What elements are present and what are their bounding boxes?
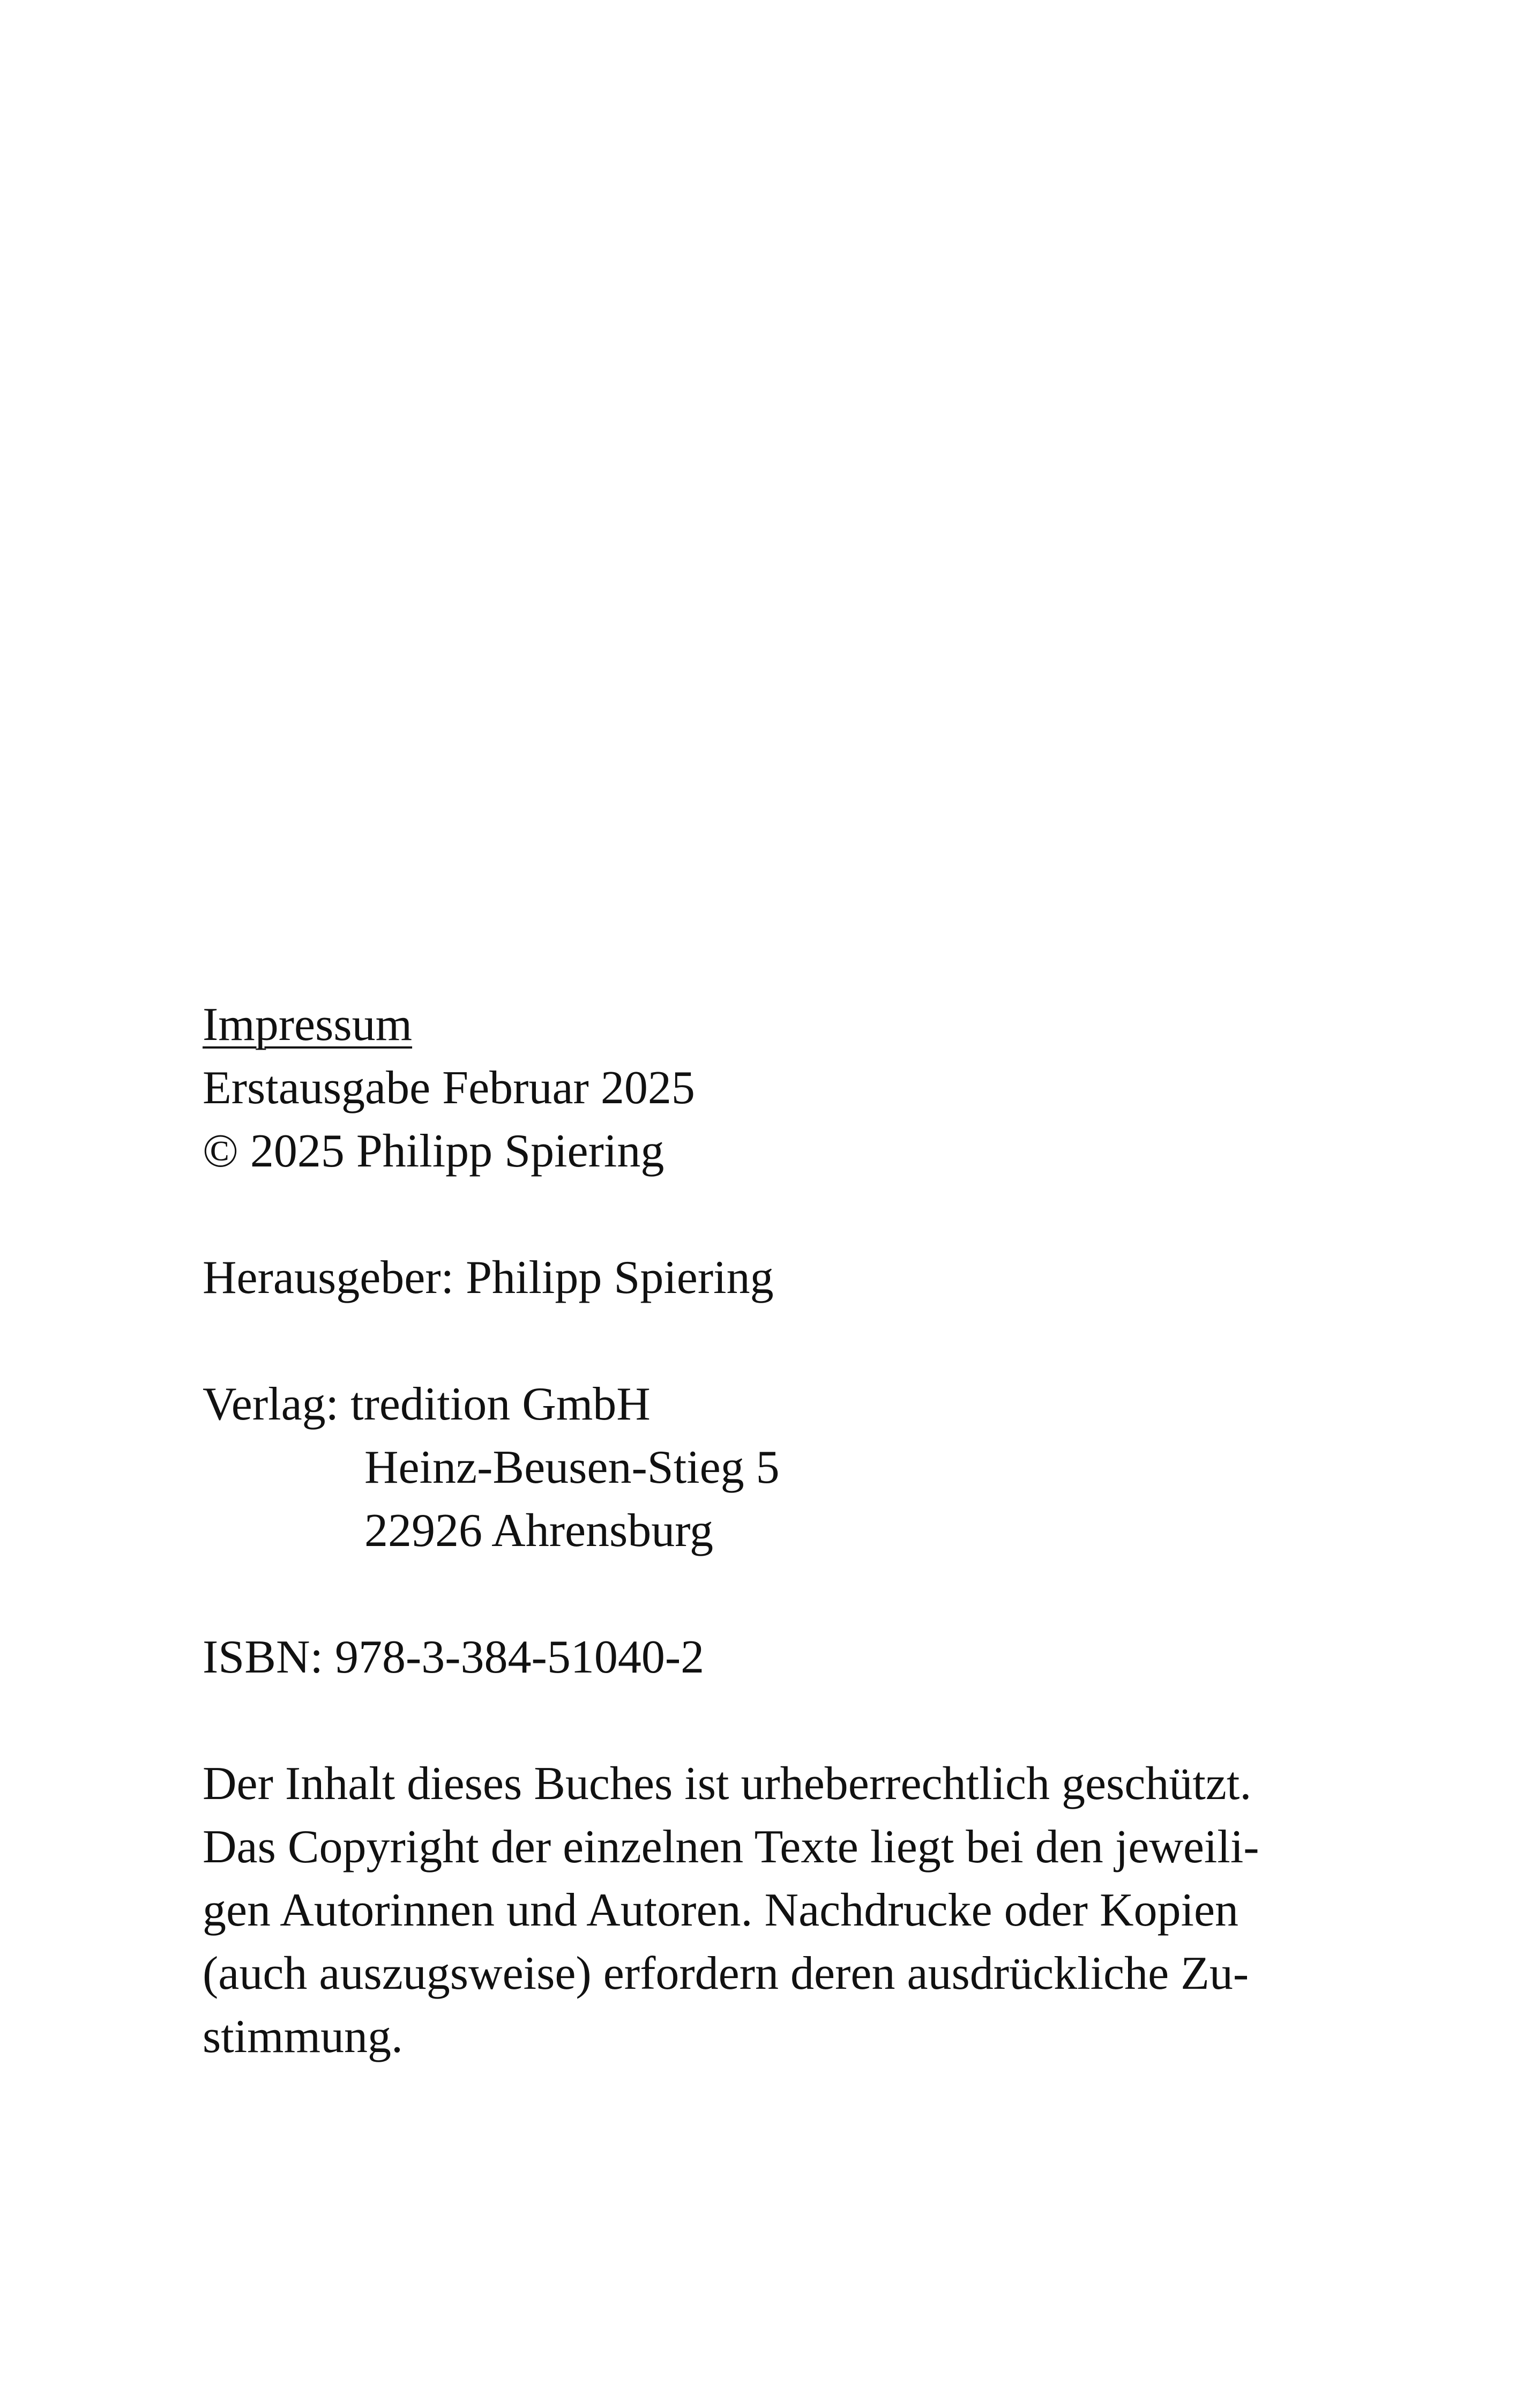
- publisher-street: Heinz-Beusen-Stieg 5: [364, 1441, 780, 1493]
- copyright-line: © 2025 Philipp Spiering: [203, 1125, 665, 1177]
- editor-line: Herausgeber: Philipp Spiering: [203, 1252, 774, 1304]
- isbn-line: ISBN: 978-3-384-51040-2: [203, 1631, 705, 1683]
- spacer: [203, 1310, 1355, 1373]
- notice-line: Der Inhalt dieses Buches ist urheberrechtlich geschützt.: [203, 1758, 1252, 1810]
- copyright-notice: [203, 1752, 1355, 2069]
- publisher-city: 22926 Ahrensburg: [364, 1505, 714, 1557]
- publisher-line: Verlag: tredition GmbH: [203, 1378, 651, 1430]
- imprint-block: [203, 993, 1355, 2069]
- notice-line: Das Copyright der einzelnen Texte liegt bei den jeweili-: [203, 1821, 1259, 1873]
- imprint-title: Impressum: [203, 999, 413, 1051]
- edition-line: Erstausgabe Februar 2025: [203, 1062, 695, 1114]
- spacer: [203, 1183, 1355, 1246]
- notice-line: (auch auszugsweise) erfordern deren ausdrückliche Zu-: [203, 1948, 1249, 2000]
- spacer: [203, 1563, 1355, 1626]
- notice-line: gen Autorinnen und Autoren. Nachdrucke oder Kopien: [203, 1884, 1239, 1936]
- notice-line: stimmung.: [203, 2011, 404, 2063]
- spacer: [203, 1689, 1355, 1752]
